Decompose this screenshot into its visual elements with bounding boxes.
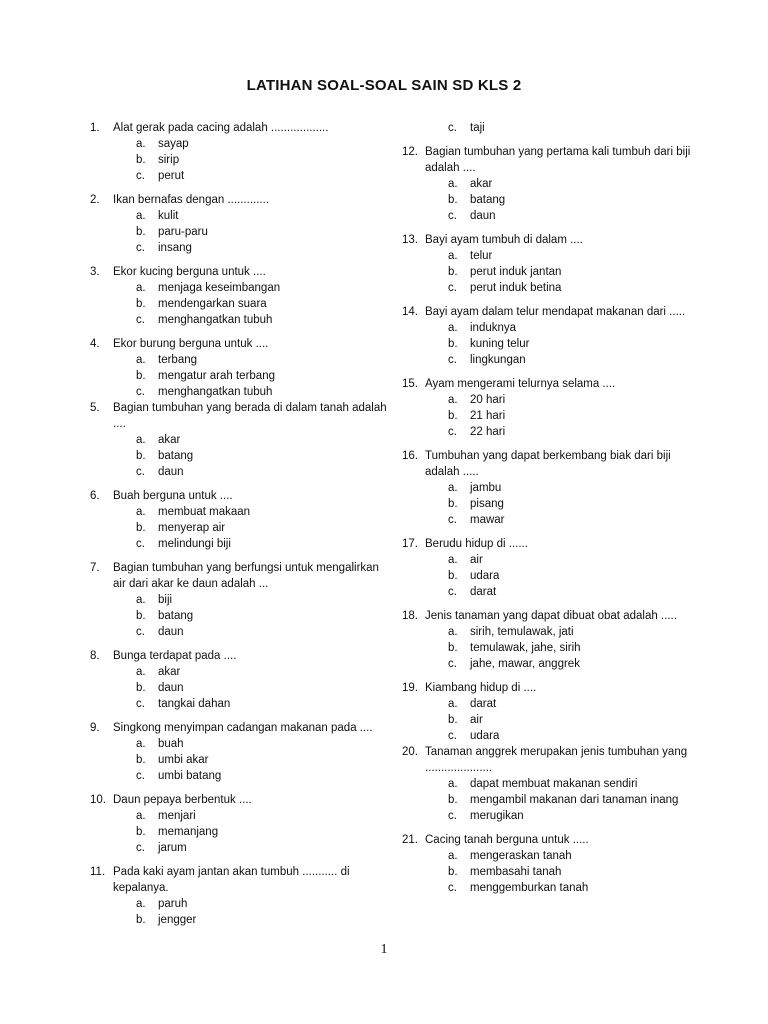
question-item	[402, 832, 692, 896]
question-option	[425, 640, 692, 656]
question-item	[90, 264, 390, 328]
option-text: 20 hari	[470, 394, 506, 406]
question-option	[425, 712, 692, 728]
question-option	[113, 432, 390, 448]
question-number: 15.	[402, 378, 418, 390]
question-text: Ayam mengerami telurnya selama ....	[425, 378, 616, 390]
question-text: Bagian tumbuhan yang pertama kali tumbuh dari biji adalah ....	[425, 146, 691, 174]
option-text: air	[470, 714, 483, 726]
question-option	[113, 352, 390, 368]
question-number: 12.	[402, 146, 418, 158]
question-option	[113, 384, 390, 400]
question-option	[113, 208, 390, 224]
option-text: jarum	[158, 842, 187, 854]
question-option	[448, 120, 692, 136]
question-option	[425, 880, 692, 896]
option-text: menjari	[158, 810, 196, 822]
question-text: Bunga terdapat pada ....	[113, 650, 237, 662]
option-letter: b.	[136, 154, 146, 166]
option-text: batang	[158, 450, 194, 462]
question-option	[113, 664, 390, 680]
question-item	[402, 744, 692, 824]
option-letter: b.	[136, 610, 146, 622]
option-text: darat	[470, 586, 497, 598]
option-letter: a.	[136, 354, 146, 366]
option-letter: a.	[448, 698, 458, 710]
question-option	[425, 176, 692, 192]
option-text: taji	[470, 122, 485, 134]
option-text: akar	[158, 434, 181, 446]
question-text: Kiambang hidup di ....	[425, 682, 537, 694]
option-letter: c.	[136, 842, 145, 854]
question-option	[425, 192, 692, 208]
question-option	[425, 792, 692, 808]
option-text: kuning telur	[470, 338, 530, 350]
question-option	[113, 912, 390, 928]
option-letter: c.	[448, 810, 457, 822]
question-text: Ekor kucing berguna untuk ....	[113, 266, 266, 278]
option-letter: a.	[448, 626, 458, 638]
option-letter: b.	[136, 522, 146, 534]
option-letter: a.	[136, 282, 146, 294]
left-column	[90, 120, 390, 936]
question-text: Buah berguna untuk ....	[113, 490, 233, 502]
question-option	[113, 808, 390, 824]
option-text: paruh	[158, 898, 188, 910]
option-text: air	[470, 554, 483, 566]
option-text: umbi batang	[158, 770, 222, 782]
option-letter: b.	[136, 754, 146, 766]
option-letter: b.	[448, 338, 458, 350]
question-option	[113, 840, 390, 856]
question-item	[402, 304, 692, 368]
option-letter: b.	[448, 498, 458, 510]
option-letter: c.	[448, 730, 457, 742]
option-letter: a.	[448, 778, 458, 790]
question-text: Daun pepaya berbentuk ....	[113, 794, 252, 806]
option-text: mendengarkan suara	[158, 298, 267, 310]
question-number: 6.	[90, 490, 100, 502]
option-letter: c.	[448, 354, 457, 366]
document-title: LATIHAN SOAL-SOAL SAIN SD KLS 2	[246, 77, 522, 94]
option-letter: c.	[136, 314, 145, 326]
question-option	[425, 320, 692, 336]
question-text: Pada kaki ayam jantan akan tumbuh ........... di kepalanya.	[113, 866, 350, 894]
option-letter: b.	[136, 826, 146, 838]
question-text: Bayi ayam tumbuh di dalam ....	[425, 234, 583, 246]
question-option	[425, 776, 692, 792]
option-letter: c.	[136, 386, 145, 398]
question-option	[113, 504, 390, 520]
option-letter: a.	[136, 434, 146, 446]
option-text: membasahi tanah	[470, 866, 562, 878]
question-number: 11.	[90, 866, 106, 878]
question-text: Bayi ayam dalam telur mendapat makanan dari .....	[425, 306, 686, 318]
question-option	[113, 696, 390, 712]
option-letter: a.	[448, 482, 458, 494]
option-letter: a.	[136, 738, 146, 750]
option-letter: c.	[136, 170, 145, 182]
question-item	[90, 488, 390, 552]
question-option	[113, 136, 390, 152]
question-item	[402, 144, 692, 224]
option-text: daun	[158, 466, 184, 478]
question-text: Bagian tumbuhan yang berfungsi untuk mengalirkan air dari akar ke daun adalah ...	[113, 562, 379, 590]
question-number: 5.	[90, 402, 100, 414]
question-number: 20.	[402, 746, 418, 758]
option-text: 22 hari	[470, 426, 506, 438]
option-text: menjaga keseimbangan	[158, 282, 281, 294]
question-option	[425, 624, 692, 640]
question-text: Cacing tanah berguna untuk .....	[425, 834, 589, 846]
option-text: lingkungan	[470, 354, 526, 366]
option-text: merugikan	[470, 810, 524, 822]
question-option	[425, 480, 692, 496]
question-option	[113, 520, 390, 536]
option-text: umbi akar	[158, 754, 209, 766]
option-letter: c.	[448, 586, 457, 598]
option-letter: a.	[136, 666, 146, 678]
question-number: 14.	[402, 306, 418, 318]
option-letter: c.	[448, 514, 457, 526]
question-option	[425, 496, 692, 512]
question-option	[113, 280, 390, 296]
option-text: akar	[158, 666, 181, 678]
question-option	[113, 736, 390, 752]
option-text: memanjang	[158, 826, 219, 838]
question-item	[90, 336, 390, 400]
question-text: Jenis tanaman yang dapat dibuat obat adalah .....	[425, 610, 677, 622]
option-letter: a.	[136, 898, 146, 910]
question-option	[113, 680, 390, 696]
option-letter: a.	[136, 210, 146, 222]
question-option	[113, 536, 390, 552]
option-letter: c.	[448, 282, 457, 294]
question-number: 17.	[402, 538, 418, 550]
option-text: perut	[158, 170, 185, 182]
question-option	[113, 152, 390, 168]
question-option	[113, 608, 390, 624]
question-number: 4.	[90, 338, 100, 350]
option-text: melindungi biji	[158, 538, 231, 550]
option-text: batang	[470, 194, 506, 206]
question-option	[113, 368, 390, 384]
option-letter: b.	[136, 370, 146, 382]
option-text: mengeraskan tanah	[470, 850, 572, 862]
option-letter: a.	[448, 250, 458, 262]
option-text: sirip	[158, 154, 180, 166]
option-text: perut induk jantan	[470, 266, 562, 278]
option-letter: b.	[136, 450, 146, 462]
option-letter: c.	[448, 122, 457, 134]
question-option	[113, 168, 390, 184]
question-option	[113, 624, 390, 640]
question-item	[402, 376, 692, 440]
option-text: biji	[158, 594, 173, 606]
option-text: udara	[470, 730, 500, 742]
question-option	[113, 240, 390, 256]
option-letter: c.	[136, 242, 145, 254]
option-text: menghangatkan tubuh	[158, 386, 273, 398]
question-text: Alat gerak pada cacing adalah ..................	[113, 122, 329, 134]
option-text: sayap	[158, 138, 189, 150]
option-text: tangkai dahan	[158, 698, 231, 710]
option-text: akar	[470, 178, 493, 190]
question-number: 19.	[402, 682, 418, 694]
question-option	[425, 728, 692, 744]
question-item	[90, 720, 390, 784]
option-text: insang	[158, 242, 192, 254]
option-text: mengatur arah terbang	[158, 370, 275, 382]
question-option	[113, 896, 390, 912]
option-letter: c.	[136, 538, 145, 550]
question-option	[425, 352, 692, 368]
option-text: jengger	[158, 914, 197, 926]
question-option	[113, 824, 390, 840]
option-text: darat	[470, 698, 497, 710]
question-option	[425, 408, 692, 424]
option-letter: a.	[448, 322, 458, 334]
question-text: Bagian tumbuhan yang berada di dalam tanah adalah ....	[113, 402, 387, 430]
question-number: 2.	[90, 194, 100, 206]
question-item	[90, 192, 390, 256]
question-option	[425, 584, 692, 600]
question-option	[425, 656, 692, 672]
option-text: udara	[470, 570, 500, 582]
question-text: Tumbuhan yang dapat berkembang biak dari biji adalah .....	[425, 450, 671, 478]
question-option	[425, 208, 692, 224]
question-option	[425, 808, 692, 824]
option-letter: a.	[448, 178, 458, 190]
option-text: dapat membuat makanan sendiri	[470, 778, 638, 790]
option-letter: a.	[136, 594, 146, 606]
option-text: sirih, temulawak, jati	[470, 626, 574, 638]
option-text: paru-paru	[158, 226, 208, 238]
option-letter: c.	[448, 426, 457, 438]
option-text: daun	[158, 626, 184, 638]
option-letter: b.	[136, 298, 146, 310]
question-item	[402, 232, 692, 296]
question-option	[113, 448, 390, 464]
question-option	[113, 768, 390, 784]
option-letter: b.	[136, 682, 146, 694]
question-item	[402, 536, 692, 600]
question-option	[425, 264, 692, 280]
question-item	[90, 560, 390, 640]
option-letter: b.	[448, 642, 458, 654]
option-text: perut induk betina	[470, 282, 562, 294]
option-letter: b.	[448, 714, 458, 726]
question-item	[402, 608, 692, 672]
option-letter: b.	[448, 794, 458, 806]
question-option	[113, 752, 390, 768]
question-item	[90, 864, 390, 928]
option-letter: c.	[136, 466, 145, 478]
question-option	[425, 392, 692, 408]
question-number: 8.	[90, 650, 100, 662]
question-item	[90, 400, 390, 480]
question-number: 21.	[402, 834, 418, 846]
option-text: 21 hari	[470, 410, 506, 422]
option-text: temulawak, jahe, sirih	[470, 642, 581, 654]
question-text: Singkong menyimpan cadangan makanan pada ....	[113, 722, 373, 734]
question-number: 9.	[90, 722, 100, 734]
option-text: kulit	[158, 210, 179, 222]
option-text: jahe, mawar, anggrek	[470, 658, 580, 670]
option-text: daun	[470, 210, 496, 222]
question-number: 10.	[90, 794, 106, 806]
question-item	[90, 120, 390, 184]
question-text: Tanaman anggrek merupakan jenis tumbuhan yang .....................	[425, 746, 688, 774]
option-letter: c.	[448, 210, 457, 222]
option-text: batang	[158, 610, 194, 622]
question-option	[425, 568, 692, 584]
option-letter: a.	[448, 554, 458, 566]
option-text: induknya	[470, 322, 517, 334]
question-number: 1.	[90, 122, 100, 134]
option-text: jambu	[470, 482, 502, 494]
question-option	[425, 336, 692, 352]
option-text: daun	[158, 682, 184, 694]
question-number: 18.	[402, 610, 418, 622]
question-option	[425, 248, 692, 264]
option-letter: c.	[136, 698, 145, 710]
option-letter: b.	[136, 226, 146, 238]
option-text: mengambil makanan dari tanaman inang	[470, 794, 679, 806]
question-option	[425, 864, 692, 880]
option-letter: c.	[136, 770, 145, 782]
question-item	[90, 792, 390, 856]
option-text: buah	[158, 738, 184, 750]
option-letter: b.	[448, 570, 458, 582]
option-letter: a.	[136, 506, 146, 518]
question-option	[113, 464, 390, 480]
option-letter: a.	[448, 850, 458, 862]
page-number: 1	[380, 942, 388, 957]
question-option	[425, 552, 692, 568]
question-number: 3.	[90, 266, 100, 278]
right-column	[402, 120, 692, 904]
question-option	[113, 592, 390, 608]
option-text: menggemburkan tanah	[470, 882, 589, 894]
option-text: mawar	[470, 514, 505, 526]
question-text: Ikan bernafas dengan .............	[113, 194, 269, 206]
question-option	[425, 696, 692, 712]
question-option	[425, 512, 692, 528]
question-text: Ekor burung berguna untuk ....	[113, 338, 269, 350]
question-option	[113, 312, 390, 328]
question-option	[113, 296, 390, 312]
question-number: 13.	[402, 234, 418, 246]
option-text: menghangatkan tubuh	[158, 314, 273, 326]
option-letter: b.	[448, 266, 458, 278]
question-option	[425, 848, 692, 864]
question-option	[425, 424, 692, 440]
option-letter: b.	[448, 410, 458, 422]
option-letter: b.	[448, 194, 458, 206]
question-item	[90, 648, 390, 712]
question-item	[402, 680, 692, 744]
option-letter: c.	[136, 626, 145, 638]
option-letter: a.	[448, 394, 458, 406]
option-letter: c.	[448, 882, 457, 894]
question-number: 7.	[90, 562, 100, 574]
question-option	[113, 224, 390, 240]
question-number: 16.	[402, 450, 418, 462]
question-item	[402, 448, 692, 528]
option-letter: b.	[136, 914, 146, 926]
option-text: terbang	[158, 354, 198, 366]
option-text: pisang	[470, 498, 504, 510]
option-letter: b.	[448, 866, 458, 878]
option-letter: c.	[448, 658, 457, 670]
option-letter: a.	[136, 138, 146, 150]
option-letter: a.	[136, 810, 146, 822]
question-option	[425, 280, 692, 296]
question-text: Berudu hidup di ......	[425, 538, 528, 550]
option-text: membuat makaan	[158, 506, 251, 518]
option-text: menyerap air	[158, 522, 226, 534]
option-text: telur	[470, 250, 493, 262]
